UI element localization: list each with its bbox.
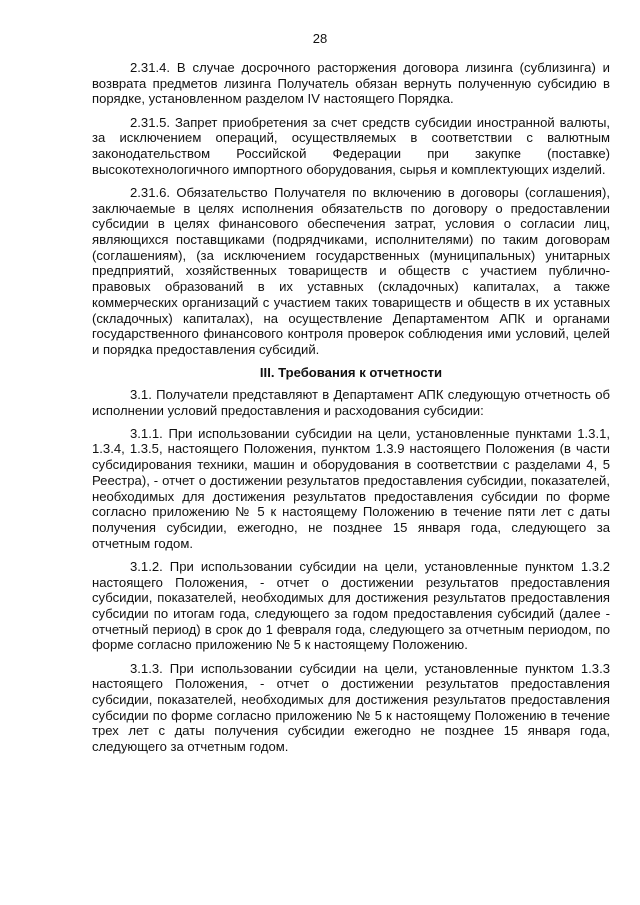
paragraph-2-31-5: 2.31.5. Запрет приобретения за счет средств субсидии иностранной валюты, за исключением операций, осуществляемых в соответствии с валютным законодательством Российской Федерации при закупке (поставке) высокотехнологичного импортного оборудования, сырья и комплектующих изделий. <box>92 114 610 177</box>
paragraph-2-31-6: 2.31.6. Обязательство Получателя по включению в договоры (соглашения), заключаемые в целях исполнения обязательств по договору о предоставлении субсидии в целях финансового обеспечения затрат, условия о согласии лиц, являющихся поставщиками (подрядчиками, исполнителями) по таким договорам (соглашениям), (за исключением государственных (муниципальных) унитарных предприятий, хозяйственных товариществ и обществ с участием публично-правовых образований в их уставных (складочных) капиталах, а также коммерческих организаций с участием таких товариществ и обществ в их уставных (складочных) капиталах), на осуществление Департаментом АПК и органами государственного финансового контроля проверок соблюдения ими условий, целей и порядка предоставления субсидий. <box>92 184 610 357</box>
page-number: 28 <box>312 31 328 46</box>
section-heading: III. Требования к отчетности <box>259 365 443 381</box>
document-body <box>92 60 610 762</box>
paragraph-3-1-2: 3.1.2. При использовании субсидии на цели, установленные пунктом 1.3.2 настоящего Положения, - отчет о достижении результатов предоставления субсидии, показателей, необходимых для достижения результатов предоставления субсидии по итогам года, следующего за годом предоставления субсидий (далее - отчетный период) в срок до 1 февраля года, следующего за отчетным периодом, по форме согласно приложению № 5 к настоящему Положению. <box>92 558 610 653</box>
paragraph-2-31-4: 2.31.4. В случае досрочного расторжения договора лизинга (сублизинга) и возврата предметов лизинга Получатель обязан вернуть полученную субсидию в порядке, установленном разделом IV настоящего Порядка. <box>92 60 610 107</box>
paragraph-3-1: 3.1. Получатели представляют в Департамент АПК следующую отчетность об исполнении условий предоставления и расходования субсидии: <box>92 386 610 418</box>
paragraph-3-1-1: 3.1.1. При использовании субсидии на цели, установленные пунктами 1.3.1, 1.3.4, 1.3.5, настоящего Положения, пунктом 1.3.9 настоящего Положения (в части субсидирования техники, машин и оборудования в соответствии с разделами 4, 5 Реестра), - отчет о достижении результатов предоставления субсидии, показателей, необходимых для достижения результатов предоставления субсидии по форме согласно приложению № 5 к настоящему Положению в течение пяти лет с даты получения субсидии, ежегодно, не позднее 15 января года, следующего за отчетным годом. <box>92 425 610 551</box>
paragraph-3-1-3: 3.1.3. При использовании субсидии на цели, установленные пунктом 1.3.3 настоящего Положения, - отчет о достижении результатов предоставления субсидии, показателей, необходимых для достижения результатов предоставления субсидии по форме согласно приложению № 5 к настоящему Положению в течение трех лет с даты получения субсидии ежегодно не позднее 15 января года, следующего за отчетным годом. <box>92 660 610 755</box>
